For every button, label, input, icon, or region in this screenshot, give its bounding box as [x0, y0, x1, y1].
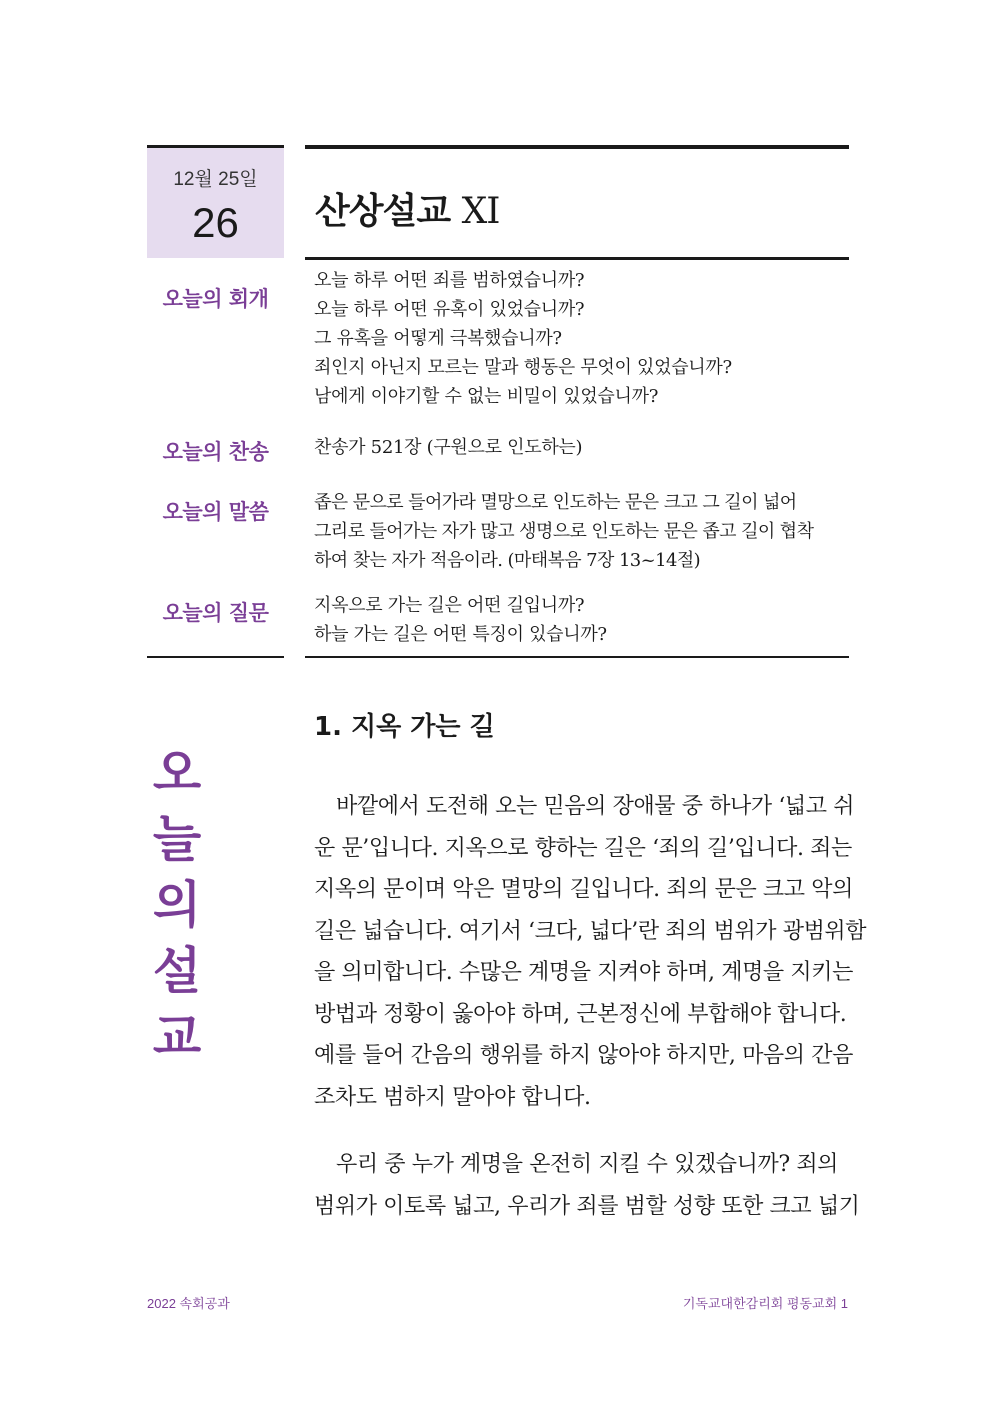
reflection-label: 오늘의 회개	[162, 287, 269, 311]
reflection-body	[314, 266, 854, 411]
sermon-paragraph-2	[314, 1144, 860, 1227]
vertical-title-char: 오	[152, 744, 202, 802]
vertical-title-char: 교	[152, 1008, 202, 1066]
paragraph-line: 길은 넓습니다. 여기서 ‘크다, 넓다’란 죄의 범위가 광범위함	[314, 918, 867, 944]
vertical-title-char: 설	[152, 942, 202, 1000]
paragraph-line: 예를 들어 간음의 행위를 하지 않아야 하지만, 마음의 간음	[314, 1043, 853, 1068]
title-bar	[305, 145, 849, 260]
page-title	[315, 183, 500, 234]
date-box	[147, 145, 284, 258]
day-number: 26	[192, 199, 239, 246]
sermon-paragraph-1	[314, 786, 867, 1118]
reflection-line: 오늘 하루 어떤 죄를 범하였습니까?	[314, 270, 585, 291]
reflection-line: 오늘 하루 어떤 유혹이 있었습니까?	[314, 299, 585, 320]
divider-left	[147, 656, 284, 658]
reflection-line: 죄인지 아닌지 모르는 말과 행동은 무엇이 있었습니까?	[314, 357, 732, 378]
question-line: 하늘 가는 길은 어떤 특징이 있습니까?	[314, 624, 607, 645]
paragraph-line: 우리 중 누가 계명을 온전히 지킬 수 있겠습니까? 죄의	[336, 1152, 839, 1177]
paragraph-line: 운 문’입니다. 지옥으로 향하는 길은 ‘죄의 길’입니다. 죄는	[314, 835, 852, 861]
footer-left: 2022 속회공과	[147, 1296, 230, 1311]
paragraph-line: 을 의미합니다. 수많은 계명을 지켜야 하며, 계명을 지키는	[314, 960, 853, 985]
vertical-title-char: 늘	[152, 810, 202, 868]
reflection-line: 그 유혹을 어떻게 극복했습니까?	[314, 328, 562, 349]
scripture-line: 하여 찾는 자가 적음이라. (마태복음 7장 13~14절)	[314, 550, 701, 571]
page-title-text: 산상설교	[315, 191, 451, 232]
paragraph-line: 조차도 범하지 말아야 합니다.	[314, 1084, 591, 1110]
scripture-label: 오늘의 말씀	[162, 500, 269, 524]
scripture-line: 그리로 들어가는 자가 많고 생명으로 인도하는 문은 좁고 길이 협착	[314, 521, 814, 542]
footer-right: 기독교대한감리회 평동교회 1	[682, 1296, 848, 1311]
sermon-vertical-title	[147, 740, 207, 1070]
paragraph-line: 범위가 이토록 넓고, 우리가 죄를 범할 성향 또한 크고 넓기	[314, 1193, 860, 1219]
vertical-title-char: 의	[152, 876, 202, 934]
page-title-numeral: XI	[461, 191, 500, 232]
reflection-line: 남에게 이야기할 수 없는 비밀이 있었습니까?	[314, 386, 659, 407]
question-body	[314, 591, 854, 649]
hymn-label: 오늘의 찬송	[162, 440, 269, 464]
scripture-body	[314, 488, 854, 575]
question-line: 지옥으로 가는 길은 어떤 길입니까?	[314, 595, 585, 616]
hymn-body	[314, 433, 854, 462]
divider-right	[305, 656, 849, 658]
paragraph-line: 방법과 정황이 옳아야 하며, 근본정신에 부합해야 합니다.	[314, 1001, 847, 1027]
sermon-heading: 1. 지옥 가는 길	[314, 712, 495, 742]
date-label: 12월 25일	[173, 169, 258, 190]
paragraph-line: 지옥의 문이며 악은 멸망의 길입니다. 죄의 문은 크고 악의	[314, 877, 853, 902]
hymn-text: 찬송가 521장 (구원으로 인도하는)	[314, 437, 583, 458]
scripture-line: 좁은 문으로 들어가라 멸망으로 인도하는 문은 크고 그 길이 넓어	[314, 492, 797, 513]
paragraph-line: 바깥에서 도전해 오는 믿음의 장애물 중 하나가 ‘넓고 쉬	[336, 794, 855, 819]
question-label: 오늘의 질문	[162, 601, 269, 625]
